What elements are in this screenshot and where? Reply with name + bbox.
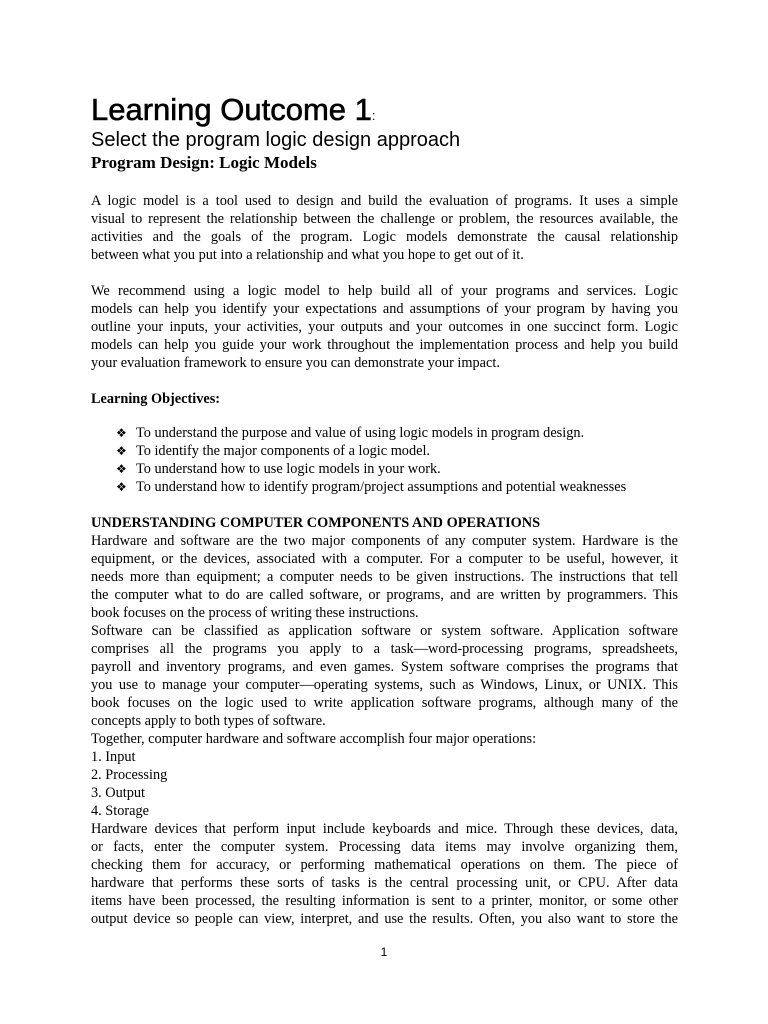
body-line: 4. Storage <box>91 803 149 819</box>
body-line: concepts apply to both types of software. <box>91 713 326 729</box>
paragraph-line: activities and the goals of the program. Logic models demonstrate the causal relationship <box>91 229 678 245</box>
body-line: items have been processed, the resulting information is sent to a printer, monitor, or some other <box>91 893 678 909</box>
body-line: equipment, or the devices, associated with a computer. For a computer to be useful, however, it <box>91 551 678 567</box>
objective-text: To understand how to identify program/project assumptions and potential weaknesses <box>136 479 627 495</box>
body-line: needs more than equipment; a computer needs to be given instructions. The instructions that tell <box>91 569 678 585</box>
diamond-bullet-icon: ❖ <box>116 462 127 476</box>
objectives-heading: Learning Objectives: <box>91 391 221 407</box>
body-line: Together, computer hardware and software accomplish four major operations: <box>91 731 537 747</box>
paragraph-line: models can help you guide your work throughout the implementation process and help you build <box>91 337 678 353</box>
objective-item <box>116 442 626 460</box>
diamond-bullet-icon: ❖ <box>116 480 127 494</box>
body-line: 3. Output <box>91 785 146 801</box>
body-line: the computer what to do are called software, or programs, and are written by programmers. This <box>91 587 678 603</box>
diamond-bullet-icon: ❖ <box>116 426 127 440</box>
body-line: or facts, enter the computer system. Processing data items may involve organizing them, <box>91 839 678 855</box>
objective-text: To understand how to use logic models in your work. <box>136 461 441 477</box>
body-line: Hardware and software are the two major components of any computer system. Hardware is the <box>91 533 678 549</box>
paragraph-line: visual to represent the relationship between the challenge or problem, the resources available, the <box>91 211 678 227</box>
paragraph-line: models can help you identify your expectations and assumptions of your program by having you <box>91 301 678 317</box>
body-line: Software can be classified as application software or system software. Application software <box>91 623 678 639</box>
page-subtitle: Select the program logic design approach <box>91 129 461 151</box>
paragraph-line: A logic model is a tool used to design and build the evaluation of programs. It uses a simple <box>91 193 678 209</box>
paragraph-line: between what you put into a relationship and what you hope to get out of it. <box>91 247 524 263</box>
body-line: Hardware devices that perform input include keyboards and mice. Through these devices, data, <box>91 821 678 837</box>
body-line: comprises all the programs you apply to a task—word-processing programs, spreadsheets, <box>91 641 678 657</box>
page-title-text: Learning Outcome 1 <box>91 92 372 127</box>
intro-paragraph-2 <box>91 282 678 372</box>
objective-item <box>116 424 626 442</box>
intro-paragraph-1 <box>91 192 678 264</box>
paragraph-line: your evaluation framework to ensure you can demonstrate your impact. <box>91 355 500 371</box>
objective-text: To identify the major components of a logic model. <box>136 443 431 459</box>
body-line: output device so people can view, interpret, and use the results. Often, you also want to store the <box>91 911 678 927</box>
page-title-colon: : <box>371 108 376 123</box>
body-line: checking them for accuracy, or performing mathematical operations on them. The piece of <box>91 857 678 873</box>
page-number: 1 <box>380 945 388 959</box>
body-line: hardware that performs these sorts of tasks is the central processing unit, or CPU. After data <box>91 875 678 891</box>
paragraph-line: We recommend using a logic model to help build all of your programs and services. Logic <box>91 283 678 299</box>
body-line: you use to manage your computer—operating systems, such as Windows, Linux, or UNIX. This <box>91 677 678 693</box>
section-title: Program Design: Logic Models <box>91 153 317 172</box>
objective-text: To understand the purpose and value of using logic models in program design. <box>136 425 585 441</box>
objective-item <box>116 460 626 478</box>
body-line: book focuses on the process of writing these instructions. <box>91 605 419 621</box>
objectives-list <box>116 424 626 496</box>
body-line: 1. Input <box>91 749 136 765</box>
components-heading: UNDERSTANDING COMPUTER COMPONENTS AND OPERATIONS <box>91 515 541 531</box>
body-line: 2. Processing <box>91 767 168 783</box>
body-line: book focuses on the logic used to write application software programs, although many of the <box>91 695 678 711</box>
paragraph-line: outline your inputs, your activities, your outputs and your outcomes in one succinct form. Logic <box>91 319 678 335</box>
body-line: payroll and inventory programs, and even games. System software comprises the programs that <box>91 659 678 675</box>
components-body <box>91 532 678 928</box>
objective-item <box>116 478 626 496</box>
diamond-bullet-icon: ❖ <box>116 444 127 458</box>
